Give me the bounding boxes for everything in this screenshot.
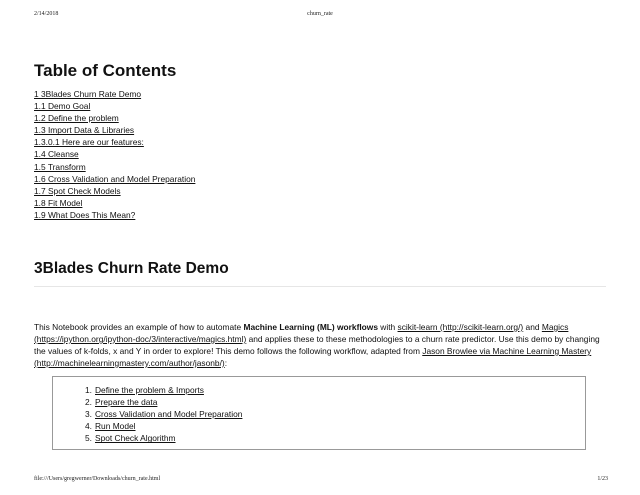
toc-section — [34, 60, 606, 221]
toc-link-features[interactable]: 1.3.0.1 Here are our features: — [34, 137, 144, 148]
workflow-item — [85, 408, 242, 420]
intro-text: with — [377, 322, 398, 332]
intro-text: : — [224, 358, 228, 368]
workflow-number: 4. — [85, 421, 92, 432]
intro-text: and — [523, 322, 542, 332]
workflow-link-spot-check[interactable]: Spot Check Algorithm — [95, 433, 176, 444]
print-title: churn_rate — [307, 11, 333, 17]
toc-item — [34, 112, 606, 124]
intro-bold-text: Machine Learning (ML) workflows — [243, 322, 378, 332]
toc-item — [34, 173, 606, 185]
workflow-number: 5. — [85, 433, 92, 444]
toc-item — [34, 88, 606, 100]
workflow-list — [85, 384, 242, 444]
toc-item — [34, 209, 606, 221]
workflow-box — [52, 376, 586, 450]
print-page-number: 1/23 — [597, 476, 608, 482]
print-file-path: file:///Users/gregwerner/Downloads/churn_rate.html — [34, 476, 161, 482]
toc-item — [34, 136, 606, 148]
toc-item — [34, 100, 606, 112]
toc-item — [34, 161, 606, 173]
jason-browlee-link[interactable]: Jason Browlee via Machine Learning Mastery (http://machinelearningmastery.com/author/jasonb/) — [34, 346, 592, 368]
toc-link-what-does-this-mean[interactable]: 1.9 What Does This Mean? — [34, 209, 136, 220]
section-divider — [34, 286, 606, 287]
workflow-link-run-model[interactable]: Run Model — [95, 421, 136, 432]
workflow-number: 1. — [85, 385, 92, 395]
toc-link-spot-check[interactable]: 1.7 Spot Check Models — [34, 185, 121, 196]
print-footer — [0, 476, 640, 486]
toc-link-demo[interactable]: 1 3Blades Churn Rate Demo — [34, 89, 142, 99]
workflow-item — [85, 384, 242, 396]
toc-link-define-problem[interactable]: 1.2 Define the problem — [34, 113, 119, 124]
print-date: 2/14/2018 — [34, 11, 59, 17]
toc-link-import-data[interactable]: 1.3 Import Data & Libraries — [34, 125, 135, 136]
workflow-number: 3. — [85, 409, 92, 420]
toc-link-cross-validation[interactable]: 1.6 Cross Validation and Model Preparation — [34, 173, 196, 184]
workflow-item — [85, 396, 242, 408]
section-heading: 3Blades Churn Rate Demo — [34, 260, 229, 277]
workflow-item — [85, 432, 242, 444]
toc-item — [34, 148, 606, 160]
intro-paragraph — [34, 321, 608, 369]
toc-link-transform[interactable]: 1.5 Transform — [34, 161, 86, 172]
print-header — [0, 11, 640, 21]
scikit-learn-link[interactable]: scikit-learn (http://scikit-learn.org/) — [397, 322, 524, 332]
toc-link-fit-model[interactable]: 1.8 Fit Model — [34, 197, 83, 208]
intro-text: This Notebook provides an example of how to automate — [34, 322, 244, 332]
toc-link-cleanse[interactable]: 1.4 Cleanse — [34, 149, 79, 160]
intro-text: and applies these to these methodologies to a churn rate predictor. Use this demo by changing the values of k-folds, x and Y in order to explore! This demo follows the following workflow, adapted from — [34, 334, 600, 356]
toc-link-demo-goal[interactable]: 1.1 Demo Goal — [34, 101, 91, 112]
workflow-link-define-problem[interactable]: Define the problem & Imports — [95, 385, 204, 395]
workflow-item — [85, 420, 242, 432]
workflow-link-prepare-data[interactable]: Prepare the data — [95, 397, 158, 408]
toc-item — [34, 124, 606, 136]
toc-heading: Table of Contents — [34, 61, 177, 80]
magics-link[interactable]: Magics (https://ipython.org/ipython-doc/3/interactive/magics.html) — [34, 322, 569, 344]
toc-list — [34, 88, 606, 221]
toc-item — [34, 197, 606, 209]
workflow-number: 2. — [85, 397, 92, 408]
workflow-link-cross-validation[interactable]: Cross Validation and Model Preparation — [95, 409, 243, 420]
toc-item — [34, 185, 606, 197]
